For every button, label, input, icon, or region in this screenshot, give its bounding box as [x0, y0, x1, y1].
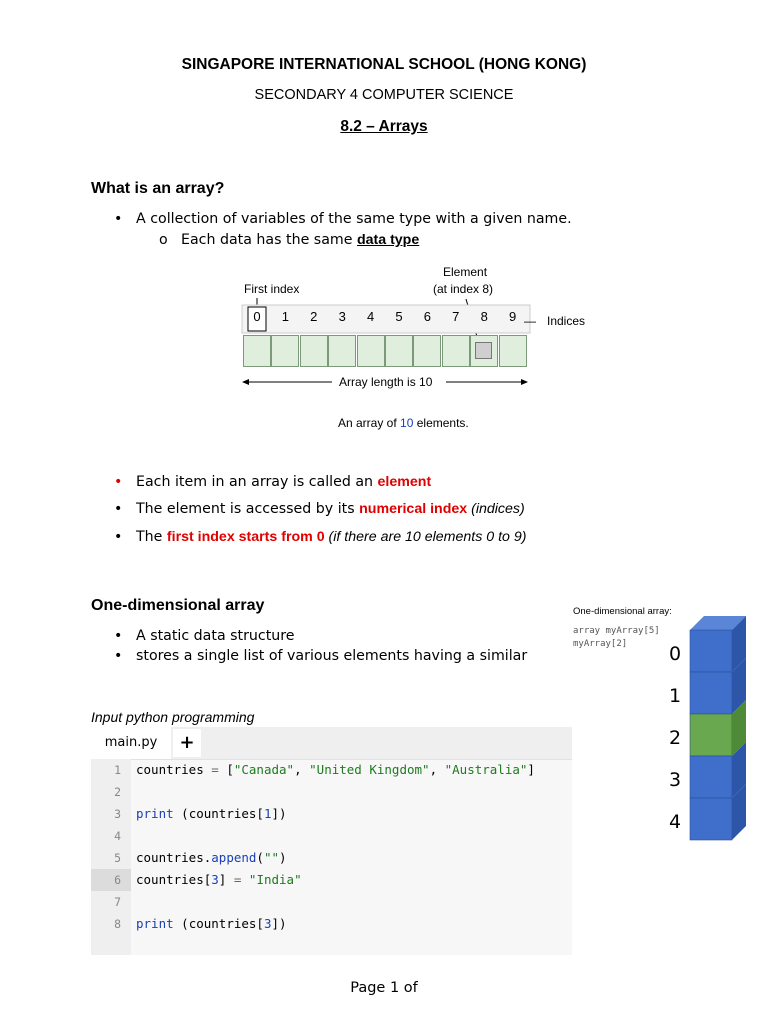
sub-bullet-text: Each data has the same [181, 232, 357, 248]
editor-tabbar [91, 727, 572, 760]
first-index-label: First index [244, 282, 300, 296]
array-cell-6 [413, 335, 441, 367]
array-cell-7 [442, 335, 470, 367]
element-highlight-box [475, 342, 492, 359]
array-cell-9 [499, 335, 527, 367]
index-label-4: 4 [366, 309, 375, 324]
line-number: 1 [114, 763, 121, 777]
stack-cell-3 [690, 756, 732, 798]
caption-pre: An array of [338, 416, 401, 430]
bullet-text: A collection of variables of the same type with a given name. [136, 211, 572, 227]
bullet-collection [114, 211, 572, 227]
sub-bullet-data-type [159, 232, 420, 248]
bullet-text: The element is accessed by its [136, 501, 360, 517]
line-number: 2 [114, 785, 121, 799]
bullet-dot: • [114, 628, 123, 644]
caption-number: 10 [400, 416, 414, 430]
array-stack [688, 616, 748, 842]
code-text[interactable]: countries = ["Canada", "United Kingdom", "Australia"] [136, 762, 535, 777]
side-figure-title: One-dimensional array: [573, 606, 672, 617]
bullet-numerical-index [114, 501, 525, 517]
element-index-label: (at index 8) [433, 282, 494, 296]
bullet-text: The [136, 529, 167, 545]
first-index-note: (if there are 10 elements 0 to 9) [324, 529, 527, 545]
code-text[interactable]: print (countries[3]) [136, 916, 287, 931]
bullet-dot: • [114, 501, 123, 517]
index-label-6: 6 [423, 309, 431, 324]
side-code-2: myArray[2] [573, 639, 628, 649]
caption-post: elements. [413, 416, 469, 430]
index-label-3: 3 [338, 309, 346, 324]
code-text[interactable]: countries[3] = "India" [136, 872, 302, 887]
code-line-6[interactable] [91, 869, 572, 891]
stack-index-label-2: 2 [669, 727, 682, 749]
array-cell-4 [357, 335, 385, 367]
stack-cell-2 [690, 714, 732, 756]
indices-note: (indices) [467, 501, 525, 517]
array-cell-2 [300, 335, 328, 367]
editor-caption: Input python programming [91, 709, 255, 725]
bullet-first-index [114, 529, 527, 545]
page-footer: Page 1 of [350, 980, 418, 996]
array-cell-1 [271, 335, 299, 367]
add-tab-button[interactable]: + [173, 729, 201, 757]
code-line-2[interactable] [91, 781, 572, 803]
code-line-8[interactable] [91, 913, 572, 935]
section-heading-what-is-array: What is an array? [91, 180, 225, 197]
stack-cell-0 [690, 630, 732, 672]
numerical-index-term: numerical index [359, 501, 468, 517]
code-editor [91, 727, 572, 955]
stack-cell-4 [690, 798, 732, 840]
array-cell-5 [385, 335, 413, 367]
bullet-single-list [114, 648, 528, 664]
section-heading-one-dimensional: One-dimensional array [91, 597, 265, 614]
index-label-1: 1 [281, 309, 289, 324]
school-name: SINGAPORE INTERNATIONAL SCHOOL (HONG KONG) [181, 56, 587, 73]
element-term: element [377, 474, 432, 490]
bullet-dot: • [114, 529, 123, 545]
code-text[interactable]: countries.append("") [136, 850, 287, 865]
line-number: 5 [114, 851, 121, 865]
code-line-5[interactable] [91, 847, 572, 869]
bullet-dot: • [114, 648, 123, 664]
index-label-9: 9 [508, 309, 517, 324]
topic-title: 8.2 – Arrays [340, 118, 428, 135]
bullet-text: Each item in an array is called an [136, 474, 378, 490]
index-label-5: 5 [395, 309, 403, 324]
indices-dash: — [524, 314, 536, 328]
first-index-term: first index starts from 0 [166, 529, 325, 545]
code-text[interactable]: print (countries[1]) [136, 806, 287, 821]
line-number: 3 [114, 807, 121, 821]
bullet-text: A static data structure [136, 628, 295, 644]
course-title: SECONDARY 4 COMPUTER SCIENCE [254, 87, 514, 103]
bullet-static [114, 628, 295, 644]
stack-index-label-4: 4 [669, 811, 682, 833]
stack-cell-1 [690, 672, 732, 714]
tab-main-py[interactable]: main.py [91, 727, 171, 759]
code-line-3[interactable] [91, 803, 572, 825]
line-number: 7 [114, 895, 121, 909]
bullet-dot: • [114, 474, 123, 490]
bullet-dot: • [114, 211, 123, 227]
code-line-7[interactable] [91, 891, 572, 913]
element-label: Element [443, 265, 488, 279]
code-line-1[interactable] [91, 759, 572, 781]
array-cell-3 [328, 335, 356, 367]
bullet-element [114, 474, 432, 490]
stack-index-label-3: 3 [669, 769, 682, 791]
index-label-8: 8 [480, 309, 488, 324]
side-code-1: array myArray[5] [573, 626, 660, 636]
array-length-label: Array length is 10 [339, 375, 433, 389]
code-line-4[interactable] [91, 825, 572, 847]
indices-label: Indices [547, 314, 586, 328]
index-label-2: 2 [310, 309, 318, 324]
diagram-caption [338, 416, 469, 430]
index-label-7: 7 [452, 309, 460, 324]
line-number: 4 [114, 829, 121, 843]
stack-index-label-1: 1 [669, 685, 682, 707]
array-cell-0 [243, 335, 271, 367]
stack-index-label-0: 0 [669, 643, 682, 665]
index-label-0: 0 [253, 309, 261, 324]
line-number: 8 [114, 917, 121, 931]
sub-bullet-emph: data type [356, 232, 420, 248]
bullet-text: stores a single list of various elements having a similar [136, 648, 528, 664]
sub-bullet-marker: o [159, 232, 168, 248]
line-number: 6 [91, 869, 131, 891]
